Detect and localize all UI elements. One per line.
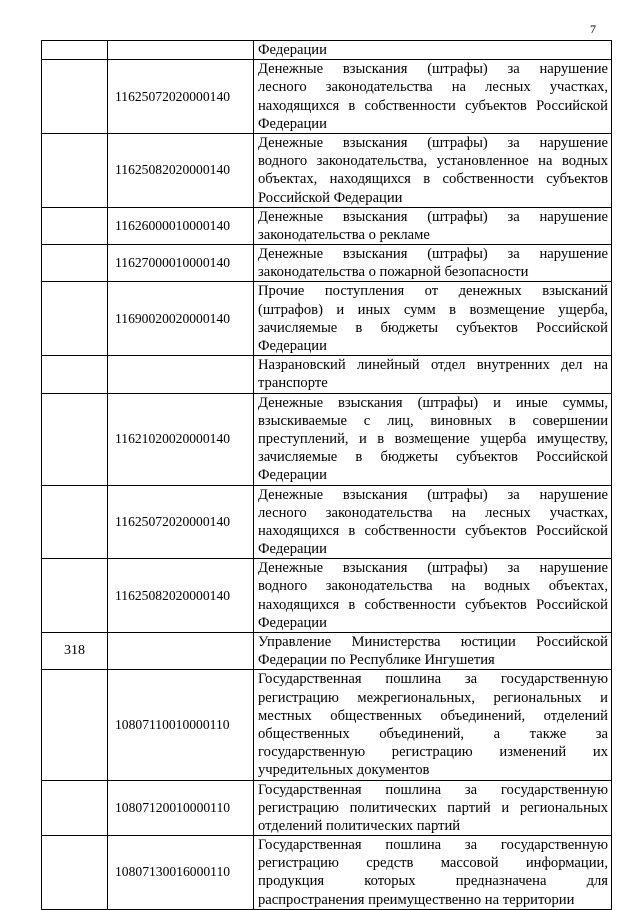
description-line: Российской Федерации [258, 189, 403, 206]
description-cell [254, 393, 612, 485]
description-cell [254, 559, 612, 633]
description-line: водного законодательства на водных объектах, [258, 578, 608, 595]
budget-code-cell: 11627000010000140 [108, 245, 254, 282]
description-line: регистрацию средств массовой информации, [258, 855, 608, 872]
description-cell [254, 670, 612, 780]
description-line: Денежные взыскания (штрафы) за нарушение [258, 208, 608, 225]
row-number-cell [42, 670, 108, 780]
description-line: транспорте [258, 375, 328, 392]
table-row [42, 41, 612, 60]
table-row [42, 485, 612, 559]
description-line: регистрацию политических партий и региональных [258, 799, 608, 816]
description-line: Назрановский линейный отдел внутренних дел на [258, 357, 608, 374]
description-line: Федерации [258, 614, 327, 631]
table-row [42, 207, 612, 244]
budget-code-cell: 10807130016000110 [108, 836, 254, 910]
table-body [42, 41, 612, 910]
description-cell [254, 207, 612, 244]
row-number-cell [42, 393, 108, 485]
budget-code-cell: 11621020020000140 [108, 393, 254, 485]
description-line: Денежные взыскания (штрафы) за нарушение [258, 560, 608, 577]
description-line: Федерации по Республике Ингушетия [258, 652, 495, 669]
description-cell [254, 282, 612, 356]
table-row [42, 282, 612, 356]
table-row [42, 356, 612, 393]
description-line: Денежные взыскания (штрафы) за нарушение [258, 61, 608, 78]
description-line: водного законодательства, установленное на водных [258, 153, 608, 170]
description-line: находящихся в собственности субъектов Российской [258, 596, 608, 613]
budget-code-cell [108, 41, 254, 60]
description-line: общественных объединений, а также за [258, 725, 608, 742]
page-number: 7 [590, 22, 596, 36]
description-line: Государственная пошлина за государственную [258, 837, 608, 854]
description-cell [254, 356, 612, 393]
budget-code-cell [108, 356, 254, 393]
budget-code-table [41, 40, 612, 910]
row-number-cell [42, 836, 108, 910]
row-number-cell [42, 133, 108, 207]
budget-code-cell [108, 633, 254, 670]
row-number-cell [42, 60, 108, 134]
table-row [42, 245, 612, 282]
budget-code-cell: 10807110010000110 [108, 670, 254, 780]
description-line: Федерации [258, 467, 327, 484]
description-line: государственную регистрацию изменений их [258, 744, 608, 761]
description-line: Государственная пошлина за государственную [258, 781, 608, 798]
row-number-cell [42, 559, 108, 633]
description-cell [254, 836, 612, 910]
row-number-cell [42, 485, 108, 559]
description-line: зачисляемые в бюджеты субъектов Российской [258, 319, 608, 336]
budget-code-cell: 11625072020000140 [108, 485, 254, 559]
description-line: Денежные взыскания (штрафы) за нарушение [258, 486, 608, 503]
description-line: находящихся в собственности субъектов Российской [258, 522, 608, 539]
description-cell [254, 780, 612, 836]
table-row [42, 559, 612, 633]
row-number-cell [42, 356, 108, 393]
description-line: Прочие поступления от денежных взысканий [258, 283, 608, 300]
description-cell [254, 633, 612, 670]
description-cell [254, 60, 612, 134]
row-number-cell [42, 780, 108, 836]
row-number-cell [42, 41, 108, 60]
description-line: Денежные взыскания (штрафы) за нарушение [258, 134, 608, 151]
budget-code-cell: 11625082020000140 [108, 133, 254, 207]
budget-code-cell: 11690020020000140 [108, 282, 254, 356]
description-line: Денежные взыскания (штрафы) за нарушение [258, 246, 608, 263]
budget-code-cell: 11625072020000140 [108, 60, 254, 134]
description-line: регистрацию межрегиональных, региональных и [258, 689, 608, 706]
description-line: отделений политических партий [258, 817, 461, 834]
description-line: продукция которых предназначена для [258, 873, 608, 890]
description-line: распространения преимущественно на территории [258, 891, 575, 908]
table-row [42, 133, 612, 207]
table-row [42, 393, 612, 485]
row-number-cell [42, 245, 108, 282]
description-line: Федерации [258, 115, 327, 132]
description-cell [254, 245, 612, 282]
budget-code-cell: 11625082020000140 [108, 559, 254, 633]
description-line: преступлений, и в возмещение ущерба имуществу, [258, 430, 608, 447]
table-row [42, 670, 612, 780]
description-line: учредительных документов [258, 762, 430, 779]
description-line: объектах, находящихся в собственности субъектов [258, 171, 608, 188]
description-line: лесного законодательства на лесных участках, [258, 504, 608, 521]
row-number-cell [42, 282, 108, 356]
description-cell [254, 485, 612, 559]
description-line: законодательства о пожарной безопасности [258, 264, 529, 281]
description-line: Управление Министерства юстиции Российской [258, 634, 608, 650]
budget-code-cell: 11626000010000140 [108, 207, 254, 244]
table-row [42, 633, 612, 670]
description-line: Денежные взыскания (штрафы) и иные суммы, [258, 394, 608, 411]
table-row [42, 780, 612, 836]
row-number-cell: 318 [42, 633, 108, 670]
description-line: местных общественных объединений, отделений [258, 707, 608, 724]
description-line: зачисляемые в бюджеты субъектов Российской [258, 449, 608, 466]
description-line: взыскиваемые с лиц, виновных в совершении [258, 412, 608, 429]
description-line: законодательства о рекламе [258, 226, 430, 243]
table-row [42, 60, 612, 134]
description-line: лесного законодательства на лесных участках, [258, 79, 608, 96]
description-line: (штрафов) и иных сумм в возмещение ущерба, [258, 301, 608, 318]
row-number-cell [42, 207, 108, 244]
description-line: Федерации [258, 541, 327, 558]
description-line: находящихся в собственности субъектов Российской [258, 97, 608, 114]
table-row [42, 836, 612, 910]
budget-code-cell: 10807120010000110 [108, 780, 254, 836]
description-line: Федерации [258, 42, 327, 58]
description-cell [254, 41, 612, 60]
description-cell [254, 133, 612, 207]
description-line: Федерации [258, 338, 327, 354]
description-line: Государственная пошлина за государственную [258, 671, 608, 688]
